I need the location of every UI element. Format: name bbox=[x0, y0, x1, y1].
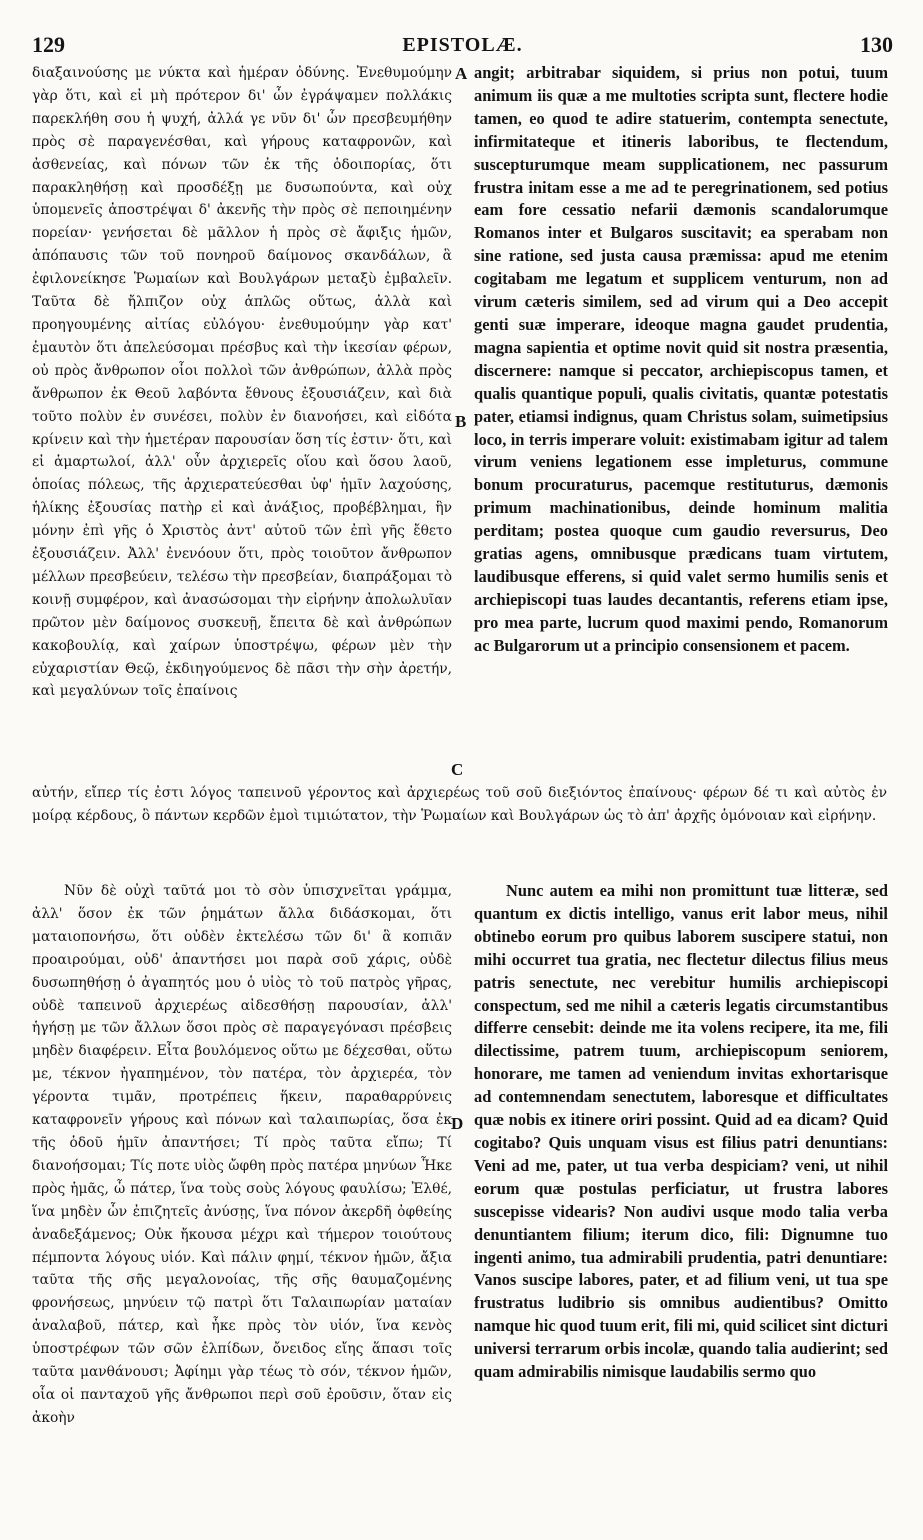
latin-column-top bbox=[474, 62, 888, 778]
greek-wide-text: αὐτήν, εἴπερ τίς ἐστι λόγος ταπεινοῦ γέροντος καὶ ἀρχιερέως τοῦ σοῦ διεξιόντος ἐπαίνους· φέρων δέ τι καὶ αὐτὸς ἐν μοίρᾳ κέρδους, ὃ πάντων κερδῶν ἐμοὶ τιμιώτατον, τὴν Ῥωμαίων καὶ Βουλγάρων ὡς τὸ ἀπ' ἀρχῆς ὁμόνοιαν καὶ εἰρήνην. bbox=[32, 785, 887, 824]
page-header bbox=[32, 32, 893, 62]
left-page-number: 129 bbox=[32, 32, 65, 57]
section-marker-c: C bbox=[451, 760, 464, 779]
latin-column-bottom bbox=[474, 880, 888, 1520]
greek-paragraph-bottom: Νῦν δὲ οὐχὶ ταῦτά μοι τὸ σὸν ὑπισχνεῖται γράμμα, ἀλλ' ὅσον ἐκ τῶν ῥημάτων ἄλλα διδάσκομαι, ὅτι ματαιοπονήσω, ὅτι οὐδὲν ἐκτελέσω τῶν δι' ἃ κοπιᾶν προαιρούμαι, οὐδ' ἀπαντήσει μοι παρὰ σοῦ χάρις, οὐδὲ δυσωπηθήσῃ ὁ ἀγαπητός μου ὁ υἱὸς τὸ τοῦ πατρὸς γῆρας, οὐδὲ ταπεινοῦ ἀρχιερέως αἰδεσθήσῃ παρουσίαν, ἀλλ' ἡγήσῃ με τῶν ἄλλων ὅσοι πρὸς σὲ παραγεγόνασι πρέσβεις μηδὲν διαφέρειν. Εἶτα βουλόμενος οὕτω με δέχεσθαι, οὕτω με, τέκνον ἠγαπημένον, τὸν πατέρα, τὸν ἀρχιερέα, τὸν γέροντα τιμᾶν, προτρέπεις ἥκειν, παραθαρρύνεις καταφρονεῖν γήρους καὶ πόνων καὶ ταλαιπωρίας, ὅσα ἐκ τῆς ὁδοῦ ἡμῖν ἀπαντήσει; Τί πρὸς ταῦτα εἴπω; Τί διανοήσομαι; Τίς ποτε υἱὸς ὤφθη πρὸς πατέρα μηνύων Ἧκε πρὸς ἡμᾶς, ὦ πάτερ, ἵνα τοὺς σοὺς λόγους φαυλίσω; Ἐλθέ, ἵνα μηδὲν ὧν ἐπιζητεῖς ἀνύσῃς, ἵνα πόνον ἀκερδῆ ὀφθείης ἀναδεξάμενος; Οὐκ ἤκουσα μέχρι καὶ τήμερον τοιούτους πέμποντα λόγους υἱόν. Καὶ πάλιν φημί, τέκνον ἡμῶν, ἄξια ταῦτα τῆς σῆς μεγαλονοίας, τῆς σῆς θαυμαζομένης φρονήσεως, μηνύειν τῷ πατρὶ ὅτι Ταλαιπωρίαν ματαίαν ἀναλαβοῦ, πάτερ, καὶ ἧκε πρὸς τὸν υἱόν, ἵνα κενὸς ὑποστρέφων τῶν σῶν ἐλπίδων, ὄνειδος εἴης ἅπασι τοῖς ταῦτα μανθάνουσι; Ἀφίημι γὰρ τέως τὸ σόν, τέκνον ἡμῶν, οἷα οἱ πανταχοῦ γῆς ἄνθρωποι περὶ σοῦ ἐροῦσιν, ὅταν εἰς ἀκοὴν bbox=[32, 883, 452, 1426]
greek-paragraph-top: διαξαινούσης με νύκτα καὶ ἡμέραν ὀδύνης. Ἐνεθυμούμην γὰρ ὅτι, καὶ εἰ μὴ πρότερον δι' ὧν ἐγράψαμεν πολλάκις παρεκλήθη σου ἡ ψυχή, ἀλλά γε νῦν δι' ὧν πρεσβευμήθην πρὸς σὲ παραγενέσθαι, καὶ γήρους καταφρονῶν, καὶ ἀσθενείας, καὶ πόνων τῶν ἐκ τῆς ὁδοιπορίας, ὅτι παρακληθήσῃ καὶ προσδέξῃ με δυσωπούντα, καὶ οὐχ ὑπομενεῖς ἀποστρέψαι δ' ἀκενῆς τὴν πρὸς σὲ πεποιημένην πορείαν· γενήσεται δὲ μᾶλλον ἡ πρὸς σὲ ἄφιξις ἡμῶν, ἀπόπαυσις τῶν τοῦ πονηροῦ δαίμονος σκανδάλων, ἃ ἐφιλονείκησε Ῥωμαίων καὶ Βουλγάρων μεταξὺ ἐμβαλεῖν. Ταῦτα δὲ ἤλπιζον οὐχ ἁπλῶς οὕτως, ἀλλὰ καὶ προηγουμένης αἰτίας εὐλόγου· ἐνεθυμούμην γὰρ κατ' ἐμαυτὸν ὅτι ἀπελεύσομαι πρέσβυς καὶ τὴν ἱκεσίαν φέρων, οὐ πρὸς ἄνθρωπον οἷοι πολλοὶ τῶν ἀνθρώπων, ἀλλὰ πρὸς ἄνθρωπον ἐκ Θεοῦ λαβόντα ἔθνους ἐξουσιάζειν, καὶ διὰ τοῦτο πολὺν ἐν συνέσει, πολὺν ἐν διανοήσει, καὶ εἰδότα κρίνειν καὶ τὴν ἡμετέραν παρουσίαν ὅση τίς ἐστιν· ὅτι, καὶ εἰ ἁμαρτωλοί, ἀλλ' οὖν ἀρχιερεῖς οἵου καὶ ὅσου λαοῦ, ὁποίας πόλεως, τῆς ἀρχιερατεύεσθαι ὑφ' ἡμῖν λαχούσης, ἡλίκης ἐξουσίας πατὴρ εἰ καὶ ἀνάξιος, προβέβλημαι, ἣν μόνην ἐπὶ γῆς ὁ Χριστὸς ἀντ' αὐτοῦ τῶν ἐπὶ γῆς ἔθετο ἐξουσιάζειν. Ἀλλ' ἐνενόουν ὅτι, πρὸς τοιοῦτον ἄνθρωπον μέλλων πρεσβεύειν, τελέσω τὴν πρεσβείαν, διαπράξομαι τὸ κοινῇ συμφέρον, καὶ ἀνασώσομαι τὴν εἰρήνην ἀπολωλυῖαν πρῶτον μὲν δαίμονος συσκευῇ, ἔπειτα δὲ καὶ ἀνθρώπων κακοβουλίᾳ, καὶ χαίρων ὑποστρέψω, φέρων μὲν τὴν εὐχαριστίαν Θεῷ, ἐκδιηγούμενος δὲ πᾶσι τὴν σὴν ἀρετήν, καὶ μεγαλύνων τοῖς ἐπαίνοις bbox=[32, 65, 452, 700]
section-marker-a: A bbox=[455, 64, 468, 83]
greek-column-bottom bbox=[32, 880, 452, 1520]
section-marker-b: B bbox=[455, 412, 467, 431]
greek-column-top bbox=[32, 62, 452, 778]
running-title: EPISTOLÆ. bbox=[402, 34, 523, 56]
greek-wide-continuation bbox=[32, 782, 887, 828]
latin-paragraph-top: angit; arbitrabar siquidem, si prius non potui, tuum animum iis quæ a me multoties scripta sunt, flectere hodie tamen, eo quod te adire statuerim, contempta senectute, infirmitateque et itineris laboribus, te flectendum, suscepturumque meam supplicationem, nec passurum frustra initam esse a me ad te peregrinationem, sed potius eam fore cessatio nefarii dæmonis scandalorumque Romanos inter et Bulgaros suscitavit; ea sperabam non sine ratione, sed justa causa præmissa: apud me etenim cogitabam me legatum et supplicem venturum, non ad virum cæteris similem, sed ad virum qui a Deo accepit genti suæ imperare, ideoque magna gaudet prudentia, magna sapientia et optime novit quid sit nostra præsentia, discernere: namque si peccator, archiepiscopus tamen, et qualis quantique populi, qualis civitatis, quantæ potestatis pater, etiamsi indignus, quam Christus solam, suimetipsius loco, in terris imperare voluit: existimabam igitur ad talem virum veniens legationem esse impleturus, commune bonum procuraturus, pacemque restituturus, dæmonis primum machinationibus, deinde hominum malitia perditam; postea quoque cum gaudio reversurus, Deo gratias agens, omnibusque prædicans tuam virtutem, laudibusque efferens, si quid valet sermo humilis senis et archiepiscopi tuas laudes decantantis, referens etiam ipse, pro mea parte, lucrum quod maximi pendo, Romanorum ac Bulgarorum ut a principio consensionem et pacem. bbox=[474, 63, 888, 655]
right-page-number: 130 bbox=[860, 32, 893, 57]
section-marker-d: D bbox=[451, 1114, 464, 1133]
latin-paragraph-bottom: Nunc autem ea mihi non promittunt tuæ litteræ, sed quantum ex dictis intelligo, vanus erit labor meus, nihil obtinebo eorum pro quibus laborem suscipere statui, non mihi occurret tua gratia, nec flectetur dilectus filius meus patris senectute, nec verebitur humilis archiepiscopi conspectum, sed me nihil a cæteris legatis circumstantibus differre censebit: deinde me ita volens recipere, ita me, fili dilectissime, patrem tuum, archiepiscopum seniorem, honorare, me tamen ad veniendum invitas exhortarisque ad contemnendam senectutem, laboresque et difficultates quæ nobis ex itinere oriri possint. Quid ad ea dicam? Quid cogitabo? Quis unquam visus est filius patri denuntians: Veni ad me, pater, ut tua verba despiciam? veni, ut nihil eorum quæ postulas perficiatur, ut frustra labores suscepisse videaris? Non audivi usque modo talia verba denuntiantem filium; iterum dico, fili: Dignumne tuo ingenti animo, tua admirabili prudentia, patri denuntiare: Vanos suscipe labores, pater, et ad filium veni, ut tua spe frustratus ludibrio sis omnibus audientibus? Omitto namque hic quod tuum erit, fili mi, quid scilicet sint dicturi universi terrarum orbis incolæ, quando talia audierint; sed quam admirabilis nimisque laudabilis sermo quo bbox=[474, 881, 888, 1382]
